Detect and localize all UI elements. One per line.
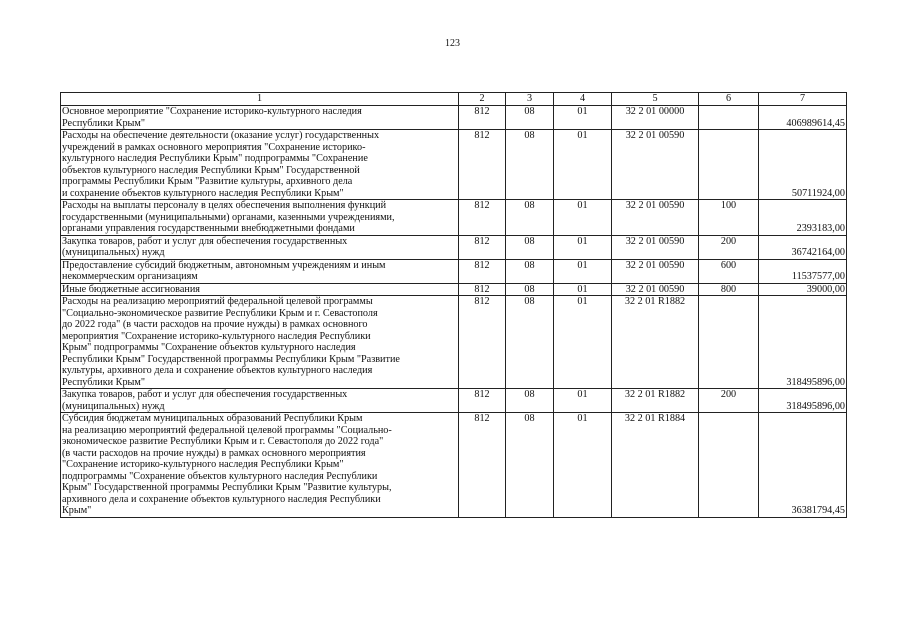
- expense-type-cell: 100: [699, 200, 759, 236]
- target-article-cell: 32 2 01 00590: [612, 259, 699, 283]
- expense-name-cell: [61, 413, 459, 518]
- table-row: [61, 389, 847, 413]
- section-code-cell: 08: [506, 413, 554, 518]
- table-row: [61, 283, 847, 296]
- expense-name-line: Республики Крым" Государственной программы Республики Крым "Развитие: [62, 353, 400, 365]
- grbs-code-cell: 812: [459, 413, 506, 518]
- target-article-cell: 32 2 01 00590: [612, 130, 699, 200]
- expense-name-line: Расходы на выплаты персоналу в целях обеспечения выполнения функций: [62, 200, 387, 211]
- target-article-cell: 32 2 01 00590: [612, 235, 699, 259]
- expense-name-line: Крым": [62, 505, 92, 516]
- expense-name-line: Закупка товаров, работ и услуг для обеспечения государственных: [62, 389, 348, 400]
- expense-name-line: Закупка товаров, работ и услуг для обеспечения государственных: [62, 235, 348, 247]
- expense-name-cell: [61, 296, 459, 389]
- expense-name-line: экономическое развитие Республики Крым и г. Севастополя до 2022 года": [62, 436, 384, 447]
- grbs-code-cell: 812: [459, 106, 506, 130]
- table-row: [61, 106, 847, 130]
- table-row: [61, 130, 847, 200]
- amount-cell: 36381794,45: [759, 413, 847, 518]
- subsection-code-cell: 01: [554, 235, 612, 259]
- target-article-cell: 32 2 01 00590: [612, 283, 699, 296]
- table-row: [61, 259, 847, 283]
- header-cell: 5: [612, 93, 699, 106]
- section-code-cell: 08: [506, 296, 554, 389]
- expense-name-cell: [61, 130, 459, 200]
- expense-name-line: Республики Крым": [62, 117, 145, 129]
- amount-cell: 50711924,00: [759, 130, 847, 200]
- expense-name-line: до 2022 года" (в части расходов на прочие нужды) в рамках основного: [62, 319, 368, 330]
- section-code-cell: 08: [506, 106, 554, 130]
- target-article-cell: 32 2 01 R1882: [612, 389, 699, 413]
- header-cell: 2: [459, 93, 506, 106]
- table-row: [61, 413, 847, 518]
- expense-name-line: (муниципальных) нужд: [62, 247, 165, 258]
- expense-name-line: Крым" подпрограммы "Сохранение объектов культурного наследия: [62, 342, 356, 353]
- header-cell: 3: [506, 93, 554, 106]
- amount-cell: 11537577,00: [759, 259, 847, 283]
- header-cell: 1: [61, 93, 459, 106]
- page-number: 123: [445, 38, 460, 49]
- expense-name-line: органами управления государственными внебюджетными фондами: [62, 223, 355, 234]
- expense-type-cell: 800: [699, 283, 759, 296]
- expense-name-line: подпрограммы "Сохранение объектов культурного наследия Республики: [62, 470, 378, 482]
- table-row: [61, 296, 847, 389]
- expense-name-cell: [61, 235, 459, 259]
- expense-name-line: Основное мероприятие "Сохранение историко-культурного наследия: [62, 106, 362, 117]
- amount-cell: 2393183,00: [759, 200, 847, 236]
- amount-cell: 39000,00: [759, 283, 847, 296]
- subsection-code-cell: 01: [554, 130, 612, 200]
- header-cell: 6: [699, 93, 759, 106]
- expense-name-line: архивного дела и сохранение объектов культурного наследия Республики: [62, 493, 381, 505]
- section-code-cell: 08: [506, 235, 554, 259]
- header-cell: 4: [554, 93, 612, 106]
- subsection-code-cell: 01: [554, 283, 612, 296]
- subsection-code-cell: 01: [554, 200, 612, 236]
- expense-name-line: Расходы на обеспечение деятельности (оказание услуг) государственных: [62, 130, 380, 141]
- expense-name-line: программы Республики Крым "Развитие культуры, архивного дела: [62, 176, 353, 187]
- expense-name-line: Республики Крым": [62, 376, 145, 388]
- expense-type-cell: [699, 130, 759, 200]
- expense-name-line: учреждений в рамках основного мероприятия "Сохранение историко-: [62, 141, 366, 153]
- expense-name-cell: [61, 106, 459, 130]
- expense-name-line: "Сохранение историко-культурного наследия Республики Крым": [62, 459, 344, 470]
- expense-name-line: на реализацию мероприятий федеральной целевой программы "Социально-: [62, 424, 392, 436]
- expense-name-line: мероприятия "Сохранение историко-культурного наследия Республики: [62, 330, 371, 342]
- expense-type-cell: 600: [699, 259, 759, 283]
- section-code-cell: 08: [506, 259, 554, 283]
- expense-name-line: некоммерческим организациям: [62, 271, 198, 282]
- amount-cell: 406989614,45: [759, 106, 847, 130]
- target-article-cell: 32 2 01 00590: [612, 200, 699, 236]
- expense-name-line: культурного наследия Республики Крым" подпрограммы "Сохранение: [62, 153, 368, 164]
- expense-type-cell: [699, 106, 759, 130]
- section-code-cell: 08: [506, 200, 554, 236]
- header-cell: 7: [759, 93, 847, 106]
- expense-name-line: (муниципальных) нужд: [62, 400, 165, 412]
- grbs-code-cell: 812: [459, 235, 506, 259]
- expense-name-line: государственными (муниципальными) органами, казенными учреждениями,: [62, 211, 395, 223]
- grbs-code-cell: 812: [459, 296, 506, 389]
- expense-name-cell: [61, 283, 459, 296]
- expense-type-cell: 200: [699, 389, 759, 413]
- subsection-code-cell: 01: [554, 296, 612, 389]
- expense-name-cell: [61, 389, 459, 413]
- expense-name-cell: [61, 200, 459, 236]
- expense-name-cell: [61, 259, 459, 283]
- subsection-code-cell: 01: [554, 389, 612, 413]
- amount-cell: 36742164,00: [759, 235, 847, 259]
- expense-name-line: и сохранение объектов культурного наследия Республики Крым": [62, 187, 344, 199]
- grbs-code-cell: 812: [459, 130, 506, 200]
- expense-name-line: (в части расходов на прочие нужды) в рамках основного мероприятия: [62, 447, 366, 459]
- expense-name-line: Расходы на реализацию мероприятий федеральной целевой программы: [62, 296, 373, 307]
- section-code-cell: 08: [506, 130, 554, 200]
- expense-name-line: Иные бюджетные ассигнования: [62, 283, 200, 295]
- section-code-cell: 08: [506, 389, 554, 413]
- grbs-code-cell: 812: [459, 389, 506, 413]
- subsection-code-cell: 01: [554, 413, 612, 518]
- amount-cell: 318495896,00: [759, 296, 847, 389]
- amount-cell: 318495896,00: [759, 389, 847, 413]
- table-header-row: [61, 93, 847, 106]
- expense-name-line: Предоставление субсидий бюджетным, автономным учреждениям и иным: [62, 259, 386, 271]
- target-article-cell: 32 2 01 R1884: [612, 413, 699, 518]
- section-code-cell: 08: [506, 283, 554, 296]
- expense-name-line: объектов культурного наследия Республики Крым" Государственной: [62, 164, 360, 176]
- expense-type-cell: 200: [699, 235, 759, 259]
- expense-name-line: Субсидия бюджетам муниципальных образований Республики Крым: [62, 413, 363, 424]
- grbs-code-cell: 812: [459, 283, 506, 296]
- target-article-cell: 32 2 01 R1882: [612, 296, 699, 389]
- target-article-cell: 32 2 01 00000: [612, 106, 699, 130]
- expense-type-cell: [699, 296, 759, 389]
- expense-name-line: Крым" Государственной программы Республики Крым "Развитие культуры,: [62, 482, 392, 493]
- expense-name-line: "Социально-экономическое развитие Республики Крым и г. Севастополя: [62, 307, 378, 319]
- table-row: [61, 235, 847, 259]
- subsection-code-cell: 01: [554, 259, 612, 283]
- expense-name-line: культуры, архивного дела и сохранение объектов культурного наследия: [62, 365, 373, 376]
- grbs-code-cell: 812: [459, 259, 506, 283]
- table-row: [61, 200, 847, 236]
- budget-table: [60, 92, 847, 518]
- grbs-code-cell: 812: [459, 200, 506, 236]
- subsection-code-cell: 01: [554, 106, 612, 130]
- expense-type-cell: [699, 413, 759, 518]
